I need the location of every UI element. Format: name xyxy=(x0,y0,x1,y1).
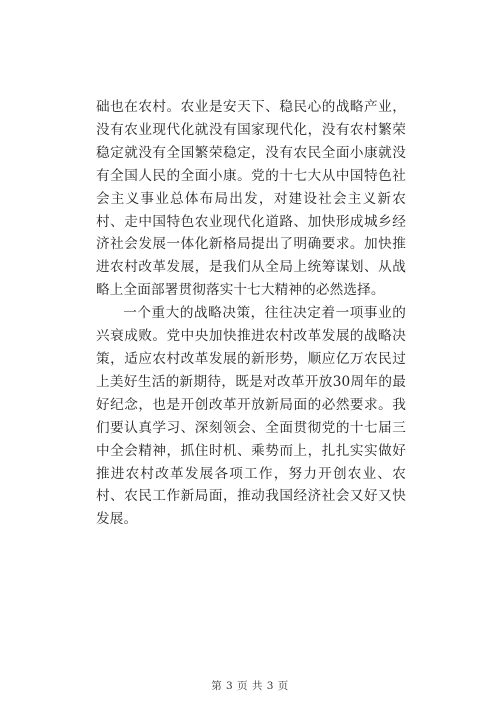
document-body xyxy=(96,96,406,531)
paragraph-continuation: 础也在农村。农业是安天下、稳民心的战略产业，没有农业现代化就没有国家现代化，没有农村繁荣稳定就没有全国繁荣稳定，没有农民全面小康就没有全国人民的全面小康。党的十七大从中国特色社会主义事业总体布局出发，对建设社会主义新农村、走中国特色农业现代化道路、加快形成城乡经济社会发展一体化新格局提出了明确要求。加快推进农村改革发展，是我们从全局上统筹谋划、从战略上全面部署贯彻落实十七大精神的必然选择。 xyxy=(96,99,406,299)
paragraph-strategic-decision: 一个重大的战略决策，往往决定着一项事业的兴衰成败。党中央加快推进农村改革发展的战略决策，适应农村改革发展的新形势，顺应亿万农民过上美好生活的新期待，既是对改革开放30周年的最好纪念，也是开创改革开放新局面的必然要求。我们要认真学习、深刻领会、全面贯彻党的十七届三中全会精神，抓住时机、乘势而上，扎扎实实做好推进农村改革发展各项工作，努力开创农业、农村、农民工作新局面，推动我国经济社会又好又快发展。 xyxy=(96,305,406,528)
page-footer xyxy=(0,678,500,693)
page-number-label: 第 3 页 共 3 页 xyxy=(211,680,289,692)
